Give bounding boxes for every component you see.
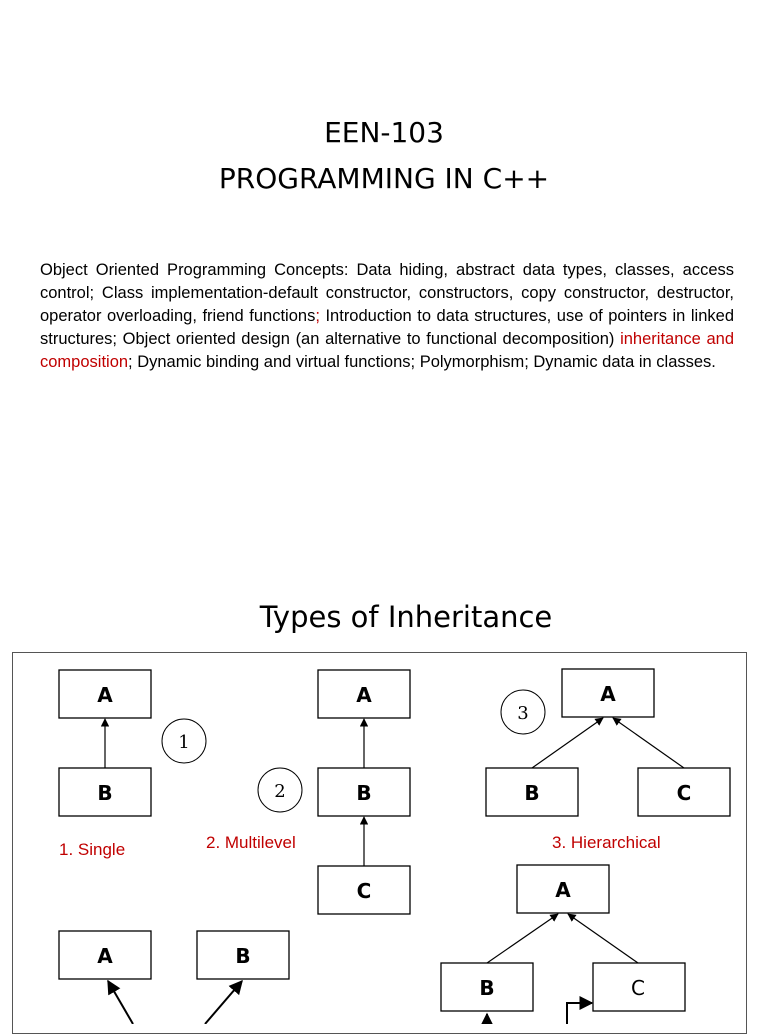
syllabus-part-3: Introduction to data structures, use of pointers in linked structures; Object oriented design (an alternative to functional decomposition) [40, 307, 735, 348]
number-3: 3 [517, 703, 529, 724]
course-name: PROGRAMMING IN C++ [218, 162, 550, 195]
hybrid-arrow-ca [568, 914, 638, 963]
hybrid-label-c: C [631, 976, 645, 1000]
multi-label-a: A [356, 683, 372, 707]
hier-label-c: C [676, 781, 692, 805]
single-label-b: B [97, 781, 113, 805]
course-code: EEN-103 [324, 116, 444, 149]
caption-hierarchical: 3. Hierarchical [552, 833, 661, 852]
hybrid-label-a: A [555, 878, 571, 902]
hier-label-b: B [524, 781, 540, 805]
multi-label-b: B [356, 781, 372, 805]
hybrid-arrow-dc [567, 1003, 592, 1024]
single-label-a: A [97, 683, 113, 707]
multiple-label-b: B [235, 944, 251, 968]
syllabus-part-5: ; Dynamic binding and virtual functions; Polymorphism; Dynamic data in classes. [128, 353, 716, 371]
syllabus-part-2: ; [315, 307, 326, 325]
multiple-arrow-b [205, 981, 242, 1024]
multi-label-c: C [356, 879, 372, 903]
hybrid-arrow-ba [487, 914, 558, 963]
syllabus-highlight: inheritance and composition [40, 330, 734, 371]
number-1: 1 [178, 732, 190, 753]
hier-arrow-ba [532, 718, 603, 768]
hybrid-label-b: B [479, 976, 495, 1000]
number-2: 2 [274, 781, 286, 802]
hier-arrow-ca [613, 718, 684, 768]
types-title: Types of Inheritance [259, 600, 553, 634]
caption-single: 1. Single [59, 840, 126, 859]
multiple-label-a: A [97, 944, 113, 968]
syllabus-part-1: Object Oriented Programming Concepts: Data hiding, abstract data types, classes, access control; Class implementation-default constructor, constructors, copy constructor, destructor, operator overloading, friend functions [40, 261, 734, 325]
caption-multilevel: 2. Multilevel [206, 833, 296, 852]
hier-label-a: A [600, 682, 616, 706]
multiple-arrow-a [108, 981, 133, 1024]
